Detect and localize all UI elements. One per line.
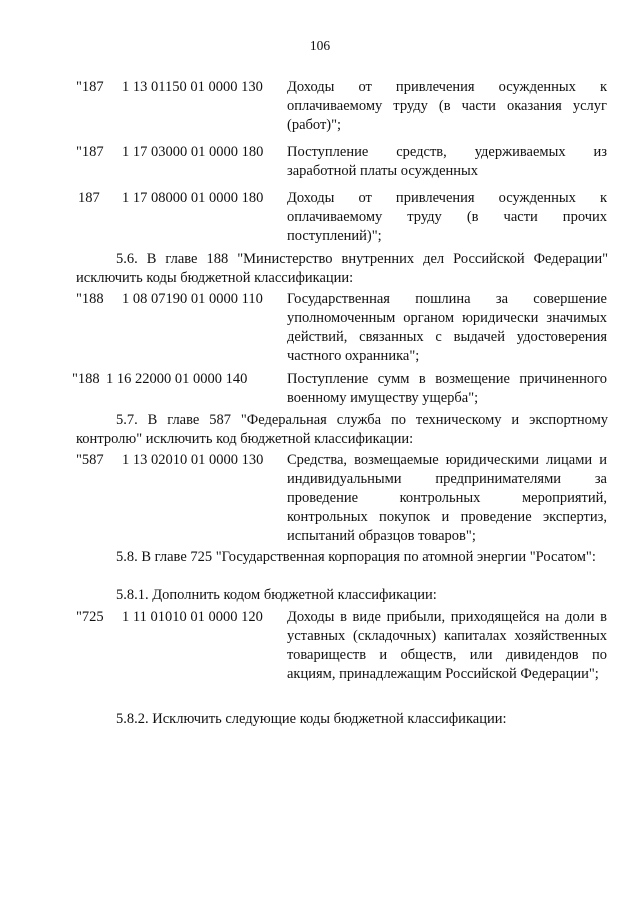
code-description: Поступление сумм в возмещение причиненного военному имуществу ущерба"; bbox=[287, 371, 607, 406]
paragraph-5-6: 5.6. В главе 188 "Министерство внутренних дел Российской Федерации" исключить коды бюджетной классификации: bbox=[76, 251, 608, 286]
paragraph-5-8-2: 5.8.2. Исключить следующие коды бюджетной классификации: bbox=[116, 711, 507, 727]
chapter-number: 187 bbox=[78, 190, 100, 206]
chapter-number: "187 bbox=[76, 79, 104, 95]
budget-code: 1 17 03000 01 0000 180 bbox=[122, 144, 264, 160]
chapter-number: "188 bbox=[72, 371, 100, 387]
budget-code: 1 17 08000 01 0000 180 bbox=[122, 190, 264, 206]
paragraph-5-8-1: 5.8.1. Дополнить кодом бюджетной классификации: bbox=[116, 587, 437, 603]
budget-code: 1 08 07190 01 0000 110 bbox=[122, 291, 263, 307]
chapter-number: "188 bbox=[76, 291, 104, 307]
code-description: Доходы в виде прибыли, приходящейся на доли в уставных (складочных) капиталах хозяйственных товариществ и обществ, или дивидендов по акциям, принадлежащим Российской Федерации"; bbox=[287, 609, 607, 682]
chapter-number: "187 bbox=[76, 144, 104, 160]
chapter-number: "725 bbox=[76, 609, 104, 625]
code-description: Доходы от привлечения осужденных к оплачиваемому труду (в части прочих поступлений)"; bbox=[287, 190, 607, 244]
budget-code: 1 13 02010 01 0000 130 bbox=[122, 452, 264, 468]
code-description: Государственная пошлина за совершение уполномоченным органом юридически значимых действий, связанных с выдачей удостоверения частного охранника"; bbox=[287, 291, 607, 364]
budget-code: 1 16 22000 01 0000 140 bbox=[106, 371, 248, 387]
chapter-number: "587 bbox=[76, 452, 104, 468]
code-description: Поступление средств, удерживаемых из заработной платы осужденных bbox=[287, 144, 607, 179]
code-description: Доходы от привлечения осужденных к оплачиваемому труду (в части оказания услуг (работ)"; bbox=[287, 79, 607, 133]
page-number: 106 bbox=[309, 38, 331, 53]
budget-code: 1 13 01150 01 0000 130 bbox=[122, 79, 263, 95]
paragraph-5-8: 5.8. В главе 725 "Государственная корпорация по атомной энергии "Росатом": bbox=[116, 549, 596, 565]
code-description: Средства, возмещаемые юридическими лицами и индивидуальными предпринимателями за проведение контрольных мероприятий, контрольных покупок и проведение экспертиз, испытаний образцов товаров"; bbox=[287, 452, 607, 544]
budget-code: 1 11 01010 01 0000 120 bbox=[122, 609, 263, 625]
paragraph-5-7: 5.7. В главе 587 "Федеральная служба по техническому и экспортному контролю" исключить код бюджетной классификации: bbox=[76, 412, 608, 447]
